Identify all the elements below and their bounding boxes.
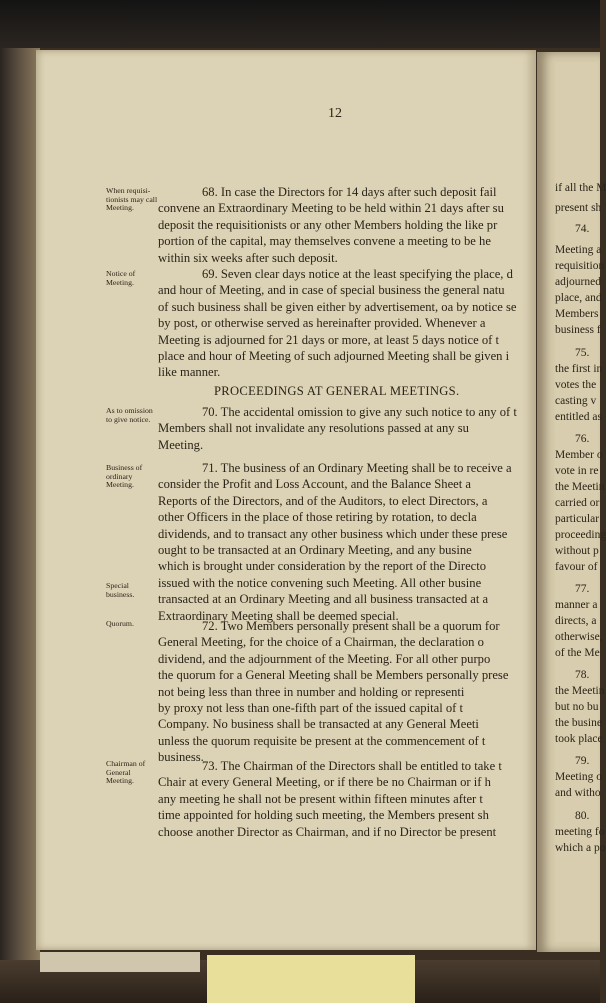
text-line: by proxy not less than one-fifth part of the issued capital of t xyxy=(158,701,463,716)
text-line: within six weeks after such deposit. xyxy=(158,250,338,265)
text-line: 70. The accidental omission to give any such notice to any of t xyxy=(202,405,517,419)
facing-page-line: of the Me xyxy=(555,647,600,659)
paragraph-73 xyxy=(158,758,508,840)
text-line: Company. No business shall be transacted at any General Meeti xyxy=(158,717,479,732)
text-line: of such business shall be given either by advertisement, oa by notice se xyxy=(158,299,517,314)
text-line: the quorum for a General Meeting shall be Members personally prese xyxy=(158,668,509,683)
facing-page-line: Members xyxy=(555,308,599,320)
facing-page-line: Member o xyxy=(555,449,603,461)
paragraph-71 xyxy=(158,460,512,624)
facing-page-line: 76. xyxy=(575,433,590,445)
facing-page-line: which a po xyxy=(555,842,606,854)
text-line: and hour of Meeting, and in case of special business the general natu xyxy=(158,283,505,298)
text-line: not being less than three in number and holding or representi xyxy=(158,684,465,699)
facing-page-line: the busine xyxy=(555,717,602,729)
text-line: other Officers in the place of those retiring by rotation, to decla xyxy=(158,510,477,525)
facing-page-line: the Meetin xyxy=(555,685,605,697)
margin-note: Chairman of General Meeting. xyxy=(106,759,146,786)
text-line: 71. The business of an Ordinary Meeting shall be to receive a xyxy=(202,461,512,475)
text-line: 72. Two Members personally present shall be a quorum for xyxy=(202,619,500,633)
facing-page-line: particular xyxy=(555,513,600,525)
margin-note: As to omission to give notice. xyxy=(106,406,153,424)
text-line: General Meeting, for the choice of a Chairman, the declaration o xyxy=(158,635,484,650)
facing-page xyxy=(537,52,606,952)
facing-page-line: took place xyxy=(555,733,603,745)
text-line: like manner. xyxy=(158,365,221,380)
facing-page-line: 78. xyxy=(575,669,590,681)
text-line: unless the quorum requisite be present at the commencement of t xyxy=(158,733,486,748)
text-line: Reports of the Directors, and of the Auditors, to elect Directors, a xyxy=(158,493,488,508)
facing-page-line: 75. xyxy=(575,347,590,359)
text-line: transacted at an Ordinary Meeting and all business transacted at a xyxy=(158,592,489,607)
facing-page-line: meeting fo xyxy=(555,826,605,838)
facing-page-line: place, and xyxy=(555,292,602,304)
margin-note: Business of ordinary Meeting. xyxy=(106,463,143,490)
facing-page-line: without p xyxy=(555,545,599,557)
text-line: which is brought under consideration by the report of the Directo xyxy=(158,559,487,574)
text-line: 73. The Chairman of the Directors shall be entitled to take t xyxy=(202,759,502,773)
section-heading: PROCEEDINGS AT GENERAL MEETINGS. xyxy=(214,384,460,398)
text-line: Extraordinary Meeting shall be deemed special. xyxy=(158,608,399,623)
facing-page-line: carried or xyxy=(555,497,600,509)
facing-page-line: Meeting a xyxy=(555,244,602,256)
text-line: by post, or otherwise served as hereinafter provided. Whenever a xyxy=(158,316,486,331)
facing-page-line: business f xyxy=(555,324,601,336)
page-number: 12 xyxy=(328,106,342,121)
facing-page-line: present sh xyxy=(555,202,602,214)
facing-page-line: Meeting o xyxy=(555,771,602,783)
paragraph-70 xyxy=(158,404,517,453)
margin-note: Notice of Meeting. xyxy=(106,269,136,287)
text-line: portion of the capital, may themselves convene a meeting to be he xyxy=(158,234,491,249)
facing-page-line: otherwise, xyxy=(555,631,603,643)
facing-page-line: vote in re xyxy=(555,465,599,477)
text-line: place and hour of Meeting of such adjourned Meeting shall be given i xyxy=(158,349,510,364)
facing-page-line: the first in xyxy=(555,363,603,375)
text-line: dividends, and to transact any other business which under these prese xyxy=(158,526,508,541)
facing-page-line: votes the xyxy=(555,379,597,391)
text-line: choose another Director as Chairman, and if no Director be present xyxy=(158,824,497,839)
facing-page-line: but no bu xyxy=(555,701,599,713)
text-line: Meeting. xyxy=(158,437,204,452)
facing-page-line: proceeding xyxy=(555,529,606,541)
text-line: convene an Extraordinary Meeting to be held within 21 days after su xyxy=(158,201,504,216)
text-line: Members shall not invalidate any resolutions passed at any su xyxy=(158,421,469,436)
text-line: any meeting he shall not be present within fifteen minutes after t xyxy=(158,791,483,806)
paragraph-68 xyxy=(158,184,508,266)
facing-page-line: entitled as xyxy=(555,411,602,423)
facing-page-line: casting v xyxy=(555,395,597,407)
facing-page-line: the Meetin xyxy=(555,481,605,493)
facing-page-line: if all the M xyxy=(555,182,606,194)
facing-page-line: adjourned xyxy=(555,276,601,288)
facing-page-line: requisition xyxy=(555,260,605,272)
text-line: dividend, and the adjournment of the Meeting. For all other purpo xyxy=(158,651,491,666)
text-line: Chair at every General Meeting, or if there be no Chairman or if h xyxy=(158,775,491,790)
facing-page-line: 79. xyxy=(575,755,590,767)
facing-page-line: manner a xyxy=(555,599,598,611)
text-line: business. xyxy=(158,750,204,765)
text-line: issued with the notice convening such Meeting. All other busine xyxy=(158,575,482,590)
paragraph-72 xyxy=(158,618,508,766)
facing-page-line: 80. xyxy=(575,810,590,822)
text-line: ought to be transacted at an Ordinary Meeting, and any busine xyxy=(158,543,472,558)
text-line: deposit the requisitionists or any other Members holding the like pr xyxy=(158,217,498,232)
text-line: Meeting is adjourned for 21 days or more, at least 5 days notice of t xyxy=(158,332,499,347)
facing-page-line: 74. xyxy=(575,223,590,235)
paragraph-69 xyxy=(158,266,517,381)
margin-note: When requisi- tionists may call Meeting. xyxy=(106,186,158,213)
text-line: 69. Seven clear days notice at the least specifying the place, d xyxy=(202,267,513,281)
text-line: time appointed for holding such meeting, the Members present sh xyxy=(158,808,489,823)
facing-page-line: and witho xyxy=(555,787,601,799)
margin-note: Quorum. xyxy=(106,619,134,628)
facing-page-line: favour of xyxy=(555,561,598,573)
text-line: consider the Profit and Loss Account, and the Balance Sheet a xyxy=(158,477,472,492)
facing-page-line: directs, a xyxy=(555,615,597,627)
text-line: 68. In case the Directors for 14 days after such deposit fail xyxy=(202,185,497,199)
margin-note: Special business. xyxy=(106,581,135,599)
facing-page-line: 77. xyxy=(575,583,590,595)
